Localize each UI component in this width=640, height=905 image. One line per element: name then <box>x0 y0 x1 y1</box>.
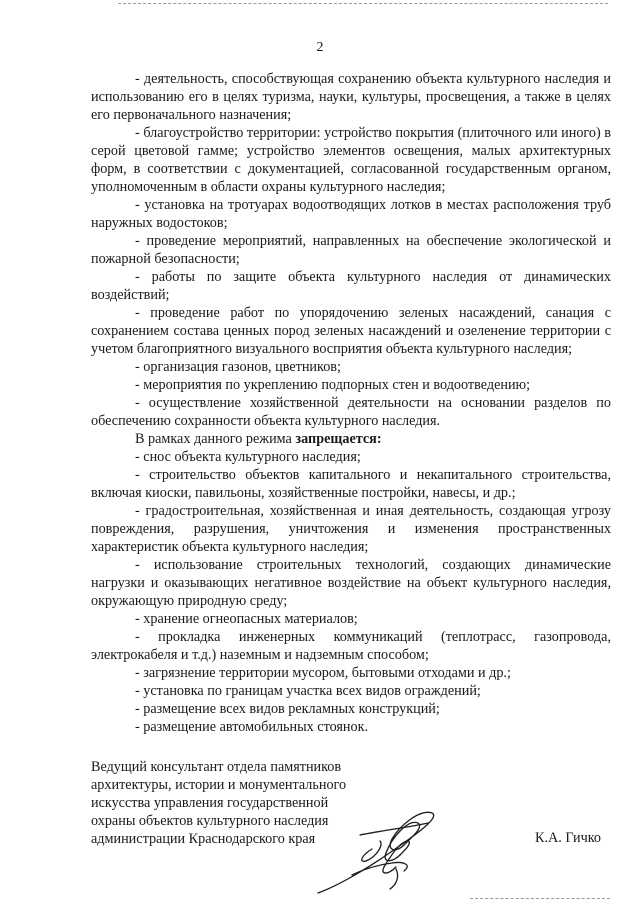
permitted-item: - осуществление хозяйственной деятельности на основании разделов по обеспечению сохранности объекта культурного наследия. <box>91 395 611 429</box>
prohibited-item: - установка по границам участка всех видов ограждений; <box>135 683 481 699</box>
prohibited-heading-prefix: В рамках данного режима <box>135 431 296 447</box>
permitted-item: - благоустройство территории: устройство покрытия (плиточного или иного) в серой цветовой гамме; устройство элементов освещения, малых архитектурных форм, в соответствии с документацией, согласованной государственным органом, уполномоченным в области охраны культурного наследия; <box>91 125 611 195</box>
prohibited-item: - прокладка инженерных коммуникаций (теплотрасс, газопровода, электрокабеля и т.д.) наземным и надземным способом; <box>91 629 611 663</box>
prohibited-item: - размещение всех видов рекламных конструкций; <box>135 701 440 717</box>
prohibited-item: - хранение огнеопасных материалов; <box>135 611 358 627</box>
prohibited-item: - снос объекта культурного наследия; <box>135 449 361 465</box>
scan-bottom-edge <box>470 898 610 899</box>
signatory-title-line: Ведущий консультант отдела памятников <box>91 759 342 775</box>
scan-top-edge <box>118 3 608 4</box>
signatory-title-line: администрации Краснодарского края <box>91 831 316 847</box>
document-body <box>91 70 611 736</box>
prohibited-heading-emphasis: запрещается: <box>295 431 382 447</box>
signer-name: К.А. Гичко <box>535 830 602 846</box>
prohibited-item: - загрязнение территории мусором, бытовыми отходами и др.; <box>135 665 511 681</box>
permitted-item: - организация газонов, цветников; <box>135 359 341 375</box>
permitted-item: - мероприятия по укреплению подпорных стен и водоотведению; <box>135 377 531 393</box>
prohibited-item: - градостроительная, хозяйственная и иная деятельность, создающая угрозу повреждения, разрушения, уничтожения и изменения пространственных характеристик объекта культурного наследия; <box>91 503 611 555</box>
prohibited-item: - размещение автомобильных стоянок. <box>135 719 369 735</box>
prohibited-item: - строительство объектов капитального и некапитального строительства, включая киоски, павильоны, хозяйственные постройки, навесы, и др.; <box>91 467 611 501</box>
page-number: 2 <box>316 40 324 55</box>
prohibited-item: - использование строительных технологий, создающих динамические нагрузки и оказывающих негативное воздействие на объект культурного наследия, окружающую природную среду; <box>91 557 611 609</box>
permitted-item: - работы по защите объекта культурного наследия от динамических воздействий; <box>91 269 611 303</box>
permitted-item: - установка на тротуарах водоотводящих лотков в местах расположения труб наружных водостоков; <box>91 197 611 231</box>
permitted-item: - деятельность, способствующая сохранению объекта культурного наследия и использованию его в целях туризма, науки, культуры, просвещения, а также в целях его первоначального назначения; <box>91 71 611 123</box>
signatory-title-line: охраны объектов культурного наследия <box>91 813 329 829</box>
prohibited-heading <box>91 430 611 448</box>
permitted-item: - проведение работ по упорядочению зеленых насаждений, санация с сохранением состава ценных пород зеленых насаждений и озеленение территории с учетом благоприятного визуального восприятия объекта культурного наследия; <box>91 305 611 357</box>
handwritten-signature <box>300 805 450 900</box>
signatory-title-line: архитектуры, истории и монументального <box>91 777 347 793</box>
signatory-title-line: искусства управления государственной <box>91 795 329 811</box>
permitted-item: - проведение мероприятий, направленных на обеспечение экологической и пожарной безопасности; <box>91 233 611 267</box>
